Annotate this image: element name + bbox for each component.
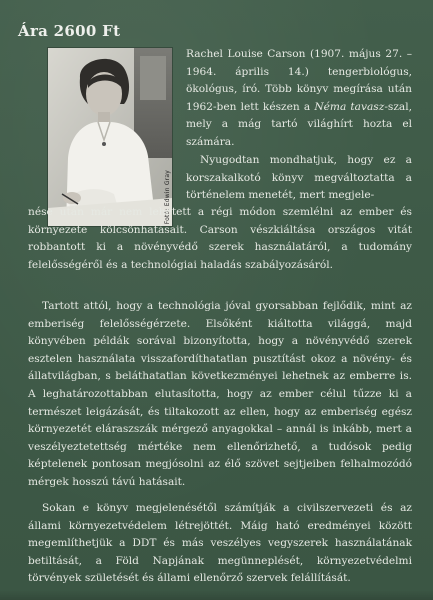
book-title: Néma tavasz	[314, 100, 385, 113]
author-intro	[186, 46, 412, 152]
intro-text-2: -szal, mely a mág tartó világhírt hozta el számára.	[186, 100, 412, 148]
intro-text-1: Rachel Louise Carson (1907. május 27. – 1964. április 14.) tengerbiológus, ökológus, író. Több könyv megírása után 1962-ben lett készen a	[186, 48, 412, 113]
photo-credit: Fotó: Edwin Gray	[164, 170, 171, 225]
paragraph-2: Tartott attól, hogy a technológia jóval gyorsabban fejlődik, mint az emberiség felelősségérzete. Elsőként kiáltotta világgá, majd könyvében példák sorával bizonyította, hogy a növényvédő szerek esztelen használata visszafordíthatatlan pusztítást okoz a növény- és állatvilágban, s beláthatatlan következményei lehetnek az emberre is. A leghatározottabban elutasította, hogy az ember célul tűzze ki a természet leigázását, és tiltakozott az ellen, hogy az emberiség egész környezetét eláraszszák mérgező anyagokkal – annál is inkább, mert a veszélyeztetettség mértéke nem ellenőrizhető, a tudósok pedig képtelenek pontosan megjósolni az élő szövet sejtjeiben felhalmozódó mérgek hosszú távú hatásait.	[28, 300, 412, 488]
paragraph-3: Sokan e könyv megjelenésétől számítják a civilszervezeti és az állami környezetvédelem létrejöttét. Máig ható eredményei között megemlíthetjük a DDT és más veszélyes vegyszerek használatának betiltását, a Föld Napjának megünneplését, környezetvédelmi törvények születését és állami ellenőrző szervek felállítását.	[28, 502, 412, 585]
paragraph-1-top: Nyugodtan mondhatjuk, hogy ez a korszakalkotó könyv megváltoztatta a történelem menetét, mert megjele-	[186, 154, 412, 202]
price-label: Ára 2600 Ft	[18, 22, 121, 40]
bottom-shade	[0, 590, 433, 600]
author-photo-image	[48, 48, 172, 226]
paragraph-1-bottom: nése után már nem lehetett a régi módon szemlélni az ember és környezete kölcsönhatásait. Carson vészkiáltása országos vitát robbantott ki a növényvédő szerek használatáról, a tudomány felelősségéről és a technológiai haladás szabályozásáról.	[28, 206, 412, 271]
author-photo	[48, 48, 172, 226]
